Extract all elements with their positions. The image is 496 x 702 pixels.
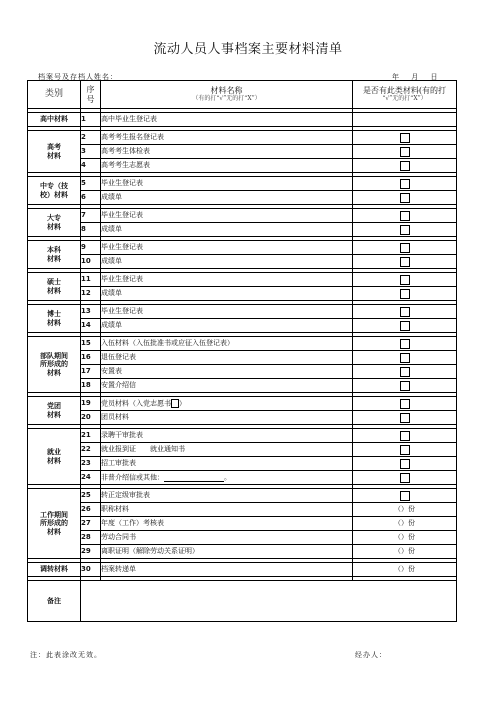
item-number: 16 (81, 351, 101, 365)
copies-count-field[interactable]: （）份 (394, 533, 415, 542)
item-name-cell (101, 273, 353, 287)
has-material-cell (353, 411, 457, 425)
item-name: 成绩单 (101, 321, 122, 330)
item-name: 党员材料（入党志愿书 (101, 399, 171, 408)
item-number: 27 (81, 517, 101, 531)
item-name: 退伍登记表 (101, 353, 136, 362)
remarks-field[interactable] (81, 581, 457, 622)
item-name-cell (101, 411, 353, 425)
checkbox[interactable] (400, 399, 410, 409)
item-name: 安置介绍信 (101, 381, 136, 390)
checkbox[interactable] (400, 445, 410, 455)
table-row (28, 337, 457, 351)
has-material-cell (353, 305, 457, 319)
checkbox[interactable] (400, 147, 410, 157)
table-row (28, 471, 457, 485)
has-material-cell (353, 503, 457, 517)
item-name: 毕业生登记表 (101, 179, 143, 188)
table-row (28, 191, 457, 205)
category-cell: 大专 材料 (28, 209, 81, 237)
copies-count-field[interactable]: （）份 (394, 565, 415, 574)
copies-count-field[interactable]: （）份 (394, 519, 415, 528)
table-row (28, 351, 457, 365)
item-name: 成绩单 (101, 193, 122, 202)
item-number: 11 (81, 273, 101, 287)
remarks-label: 备注 (28, 581, 81, 622)
item-number: 25 (81, 489, 101, 503)
category-cell: 中专（技 校）材料 (28, 177, 81, 205)
item-name-cell (101, 191, 353, 205)
has-material-cell (353, 209, 457, 223)
table-row (28, 113, 457, 127)
item-name-cell (101, 351, 353, 365)
has-material-cell (353, 241, 457, 255)
has-material-cell (353, 517, 457, 531)
category-cell: 高考 材料 (28, 131, 81, 173)
item-name: 成绩单 (101, 225, 122, 234)
item-name-cell (101, 531, 353, 545)
has-material-cell (353, 145, 457, 159)
has-material-cell (353, 113, 457, 127)
has-material-cell (353, 379, 457, 393)
item-name: 招工审批表 (101, 459, 136, 468)
table-row (28, 411, 457, 425)
checkbox[interactable] (400, 491, 410, 501)
footer-note: 注：此表涂改无效。 (30, 651, 102, 659)
item-name-cell (101, 305, 353, 319)
item-name-cell (101, 337, 353, 351)
item-number: 10 (81, 255, 101, 269)
item-name-cell (101, 563, 353, 577)
copies-count-field[interactable]: （）份 (394, 547, 415, 556)
item-name: 团员材料 (101, 413, 129, 422)
item-number: 12 (81, 287, 101, 301)
table-row (28, 545, 457, 559)
item-number: 22 (81, 443, 101, 457)
item-name-cell (101, 177, 353, 191)
table-row (28, 379, 457, 393)
table-row (28, 319, 457, 333)
item-name: 成绩单 (101, 289, 122, 298)
table-row (28, 443, 457, 457)
checkbox[interactable] (400, 179, 410, 189)
header-number: 序 号 (81, 81, 101, 109)
table-row (28, 287, 457, 301)
item-name: 毕业生登记表 (101, 307, 143, 316)
header-material (101, 81, 353, 109)
page-title: 流动人员人事档案主要材料清单 (153, 42, 343, 57)
item-name: 毕业生登记表 (101, 275, 143, 284)
category-cell: 硕士 材料 (28, 273, 81, 301)
item-number: 14 (81, 319, 101, 333)
checkbox[interactable] (400, 459, 410, 469)
checkbox[interactable] (400, 193, 410, 203)
date-label: 年 月 日 (392, 73, 439, 81)
checkbox[interactable] (400, 211, 410, 221)
table-row (28, 255, 457, 269)
item-name-cell (101, 471, 353, 485)
checkbox[interactable] (400, 289, 410, 299)
item-number: 20 (81, 411, 101, 425)
has-material-cell (353, 365, 457, 379)
category-cell: 党团 材料 (28, 397, 81, 425)
item-number: 8 (81, 223, 101, 237)
has-material-cell (353, 223, 457, 237)
table-row (28, 209, 457, 223)
checkbox[interactable] (400, 367, 410, 377)
table-row (28, 503, 457, 517)
item-number: 5 (81, 177, 101, 191)
item-number: 30 (81, 563, 101, 577)
has-material-cell (353, 443, 457, 457)
has-material-cell (353, 177, 457, 191)
item-name: 毕业生登记表 (101, 211, 143, 220)
table-row (28, 305, 457, 319)
has-material-cell (353, 471, 457, 485)
header-material-hint: （有的打“√”无的打“X”） (192, 94, 261, 102)
footer-handler-label: 经办人： (355, 651, 387, 659)
header-has-hint: “√”无的打“X”） (382, 94, 427, 102)
checkbox[interactable] (400, 161, 410, 171)
item-name: 毕业生登记表 (101, 243, 143, 252)
header-category: 类别 (28, 81, 81, 109)
item-name: 高中毕业生登记表 (101, 115, 157, 124)
item-name: 离职证明（解除劳动关系证明） (101, 547, 199, 556)
table-row (28, 397, 457, 411)
item-name-cell (101, 429, 353, 443)
has-material-cell (353, 319, 457, 333)
item-name-cell (101, 255, 353, 269)
table-row (28, 145, 457, 159)
item-name-cell (101, 145, 353, 159)
table-row (28, 241, 457, 255)
item-number: 17 (81, 365, 101, 379)
item-name: 高考考生报名登记表 (101, 133, 164, 142)
item-name: 安置表 (101, 367, 122, 376)
item-name: 高考考生体检表 (101, 147, 150, 156)
table-row (28, 177, 457, 191)
item-number: 2 (81, 131, 101, 145)
checkbox[interactable] (400, 257, 410, 267)
table-header-row (28, 81, 457, 109)
category-cell: 工作期间 所形成的 材料 (28, 489, 81, 559)
has-material-cell (353, 545, 457, 559)
has-material-cell (353, 351, 457, 365)
checkbox[interactable] (400, 381, 410, 391)
item-name-cell (101, 159, 353, 173)
item-name: 劳动合同书 (101, 533, 136, 542)
checkbox[interactable] (400, 225, 410, 235)
table-row (28, 365, 457, 379)
checkbox[interactable] (400, 307, 410, 317)
checkbox[interactable] (400, 473, 410, 483)
item-number: 23 (81, 457, 101, 471)
table-row (28, 563, 457, 577)
item-name: 年度（工作）考核表 (101, 519, 164, 528)
item-number: 26 (81, 503, 101, 517)
remarks-row (28, 581, 457, 622)
table-row (28, 517, 457, 531)
item-name-cell (101, 241, 353, 255)
table-row (28, 223, 457, 237)
header-material-title: 材料名称 (210, 86, 243, 96)
table-row (28, 489, 457, 503)
item-name: 非普介绍信或其他： (101, 473, 164, 482)
has-material-cell (353, 429, 457, 443)
table-row (28, 457, 457, 471)
has-material-cell (353, 457, 457, 471)
item-number: 24 (81, 471, 101, 485)
item-name-cell (101, 113, 353, 127)
checkbox[interactable] (400, 353, 410, 363)
item-name-cell (101, 517, 353, 531)
item-number: 6 (81, 191, 101, 205)
table-row (28, 131, 457, 145)
item-name-cell (101, 503, 353, 517)
item-number: 19 (81, 397, 101, 411)
item-name-cell (101, 319, 353, 333)
item-name-cell (101, 545, 353, 559)
has-material-cell (353, 159, 457, 173)
table-row (28, 531, 457, 545)
table-row (28, 273, 457, 287)
item-number: 1 (81, 113, 101, 127)
item-name-cell (101, 209, 353, 223)
checkbox[interactable] (400, 431, 410, 441)
checkbox[interactable] (400, 321, 410, 331)
header-has (353, 81, 457, 109)
item-number: 21 (81, 429, 101, 443)
has-material-cell (353, 273, 457, 287)
item-name-cell (101, 287, 353, 301)
item-name-cell (101, 223, 353, 237)
has-material-cell (353, 255, 457, 269)
item-name-cell (101, 131, 353, 145)
item-name: 入伍材料（入伍批准书或应征入伍登记表） (101, 339, 234, 348)
checkbox[interactable] (400, 413, 410, 423)
item-number: 4 (81, 159, 101, 173)
has-material-cell (353, 397, 457, 411)
item-name-suffix: ） (179, 399, 186, 408)
inline-checkbox[interactable] (171, 399, 179, 408)
item-name-suffix: 。 (224, 473, 231, 482)
item-number: 15 (81, 337, 101, 351)
item-name: 职称材料 (101, 505, 129, 514)
fill-in-blank[interactable] (164, 473, 224, 482)
category-cell: 本科 材料 (28, 241, 81, 269)
has-material-cell (353, 287, 457, 301)
item-number: 13 (81, 305, 101, 319)
category-cell: 部队期间 所形成的 材料 (28, 337, 81, 393)
materials-table (27, 80, 457, 622)
copies-count-field[interactable]: （）份 (394, 505, 415, 514)
table-row (28, 429, 457, 443)
item-name: 高考考生志愿表 (101, 161, 150, 170)
has-material-cell (353, 191, 457, 205)
item-name-cell (101, 379, 353, 393)
item-number: 28 (81, 531, 101, 545)
item-name: 录聘干审批表 (101, 431, 143, 440)
item-name-cell (101, 365, 353, 379)
item-name: 成绩单 (101, 257, 122, 266)
header-has-title: 是否有此类材料(有的打 (362, 86, 447, 96)
has-material-cell (353, 337, 457, 351)
item-name: 转正定级审批表 (101, 491, 150, 500)
item-number: 29 (81, 545, 101, 559)
archive-number-label: 档案号及存档人姓名： (38, 73, 118, 81)
has-material-cell (353, 489, 457, 503)
has-material-cell (353, 131, 457, 145)
item-name-cell (101, 457, 353, 471)
category-cell: 调转材料 (28, 563, 81, 577)
item-number: 3 (81, 145, 101, 159)
has-material-cell (353, 563, 457, 577)
category-cell: 博士 材料 (28, 305, 81, 333)
item-number: 7 (81, 209, 101, 223)
item-name-cell (101, 489, 353, 503)
item-number: 18 (81, 379, 101, 393)
checkbox[interactable] (400, 133, 410, 143)
item-name-cell (101, 443, 353, 457)
checkbox[interactable] (400, 243, 410, 253)
checkbox[interactable] (400, 339, 410, 349)
item-name: 就业报到证 就业通知书 (101, 445, 185, 454)
item-number: 9 (81, 241, 101, 255)
item-name-cell (101, 397, 353, 411)
checkbox[interactable] (400, 275, 410, 285)
category-cell: 就业 材料 (28, 429, 81, 485)
has-material-cell (353, 531, 457, 545)
table-row (28, 159, 457, 173)
category-cell: 高中材料 (28, 113, 81, 127)
item-name: 档案转递单 (101, 565, 136, 574)
